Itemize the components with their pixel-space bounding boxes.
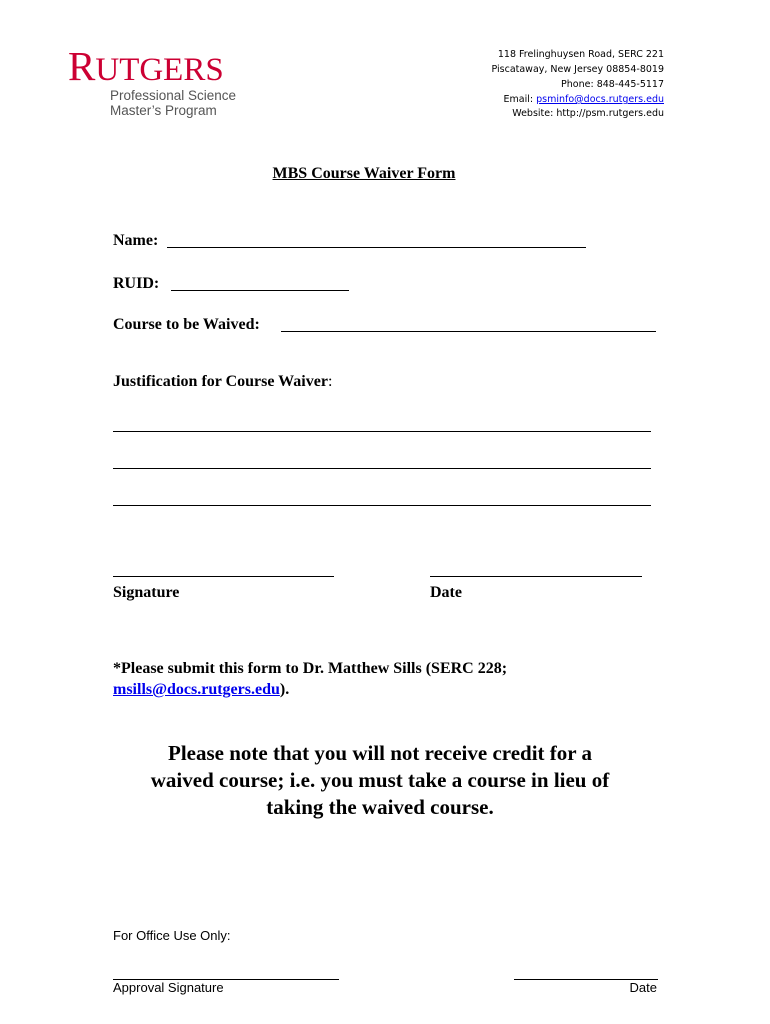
logo-subtitle-line2: Master’s Program	[110, 103, 217, 118]
signature-field-line[interactable]	[113, 576, 334, 577]
name-field-line[interactable]	[167, 247, 586, 248]
justification-line-3[interactable]	[113, 505, 651, 506]
justification-label-text: Justification for Course Waiver	[113, 373, 328, 390]
rutgers-logo	[68, 43, 224, 89]
submit-note-text: *Please submit this form to Dr. Matthew Sills (SERC 228;	[113, 660, 508, 677]
justification-line-2[interactable]	[113, 468, 651, 469]
sills-email-link[interactable]: msills@docs.rutgers.edu	[113, 681, 280, 698]
justification-line-1[interactable]	[113, 431, 651, 432]
address-phone: Phone: 848-445-5117	[561, 79, 664, 90]
credit-notice-line3: taking the waived course.	[266, 795, 494, 819]
credit-notice-line1: Please note that you will not receive credit for a	[168, 741, 592, 765]
email-label: Email:	[503, 94, 537, 105]
address-email	[504, 92, 664, 107]
address-city: Piscataway, New Jersey 08854-8019	[491, 64, 664, 75]
signature-label: Signature	[113, 584, 180, 601]
date-field-line[interactable]	[430, 576, 642, 577]
justification-label	[113, 373, 332, 391]
submit-note	[113, 658, 507, 700]
name-label: Name:	[113, 232, 159, 249]
office-use-label: For Office Use Only:	[113, 928, 231, 943]
form-title: MBS Course Waiver Form	[272, 165, 456, 182]
credit-notice	[60, 740, 700, 821]
submit-note-suffix: ).	[279, 681, 290, 698]
logo-subtitle-line1: Professional Science	[110, 88, 237, 103]
credit-notice-line2: waived course; i.e. you must take a course in lieu of	[150, 768, 610, 792]
date-label: Date	[430, 584, 462, 601]
justification-colon: :	[327, 373, 333, 390]
approval-signature-label: Approval Signature	[113, 980, 224, 995]
course-label: Course to be Waived:	[113, 316, 260, 333]
logo-wordmark: RUTGERS	[68, 43, 224, 89]
ruid-field-line[interactable]	[171, 290, 349, 291]
address-website: Website: http://psm.rutgers.edu	[512, 108, 664, 119]
psm-email-link[interactable]: psminfo@docs.rutgers.edu	[536, 94, 664, 105]
course-field-line[interactable]	[281, 331, 656, 332]
office-date-label: Date	[629, 980, 657, 995]
address-street: 118 Frelinghuysen Road, SERC 221	[497, 49, 664, 60]
ruid-label: RUID:	[113, 275, 160, 292]
